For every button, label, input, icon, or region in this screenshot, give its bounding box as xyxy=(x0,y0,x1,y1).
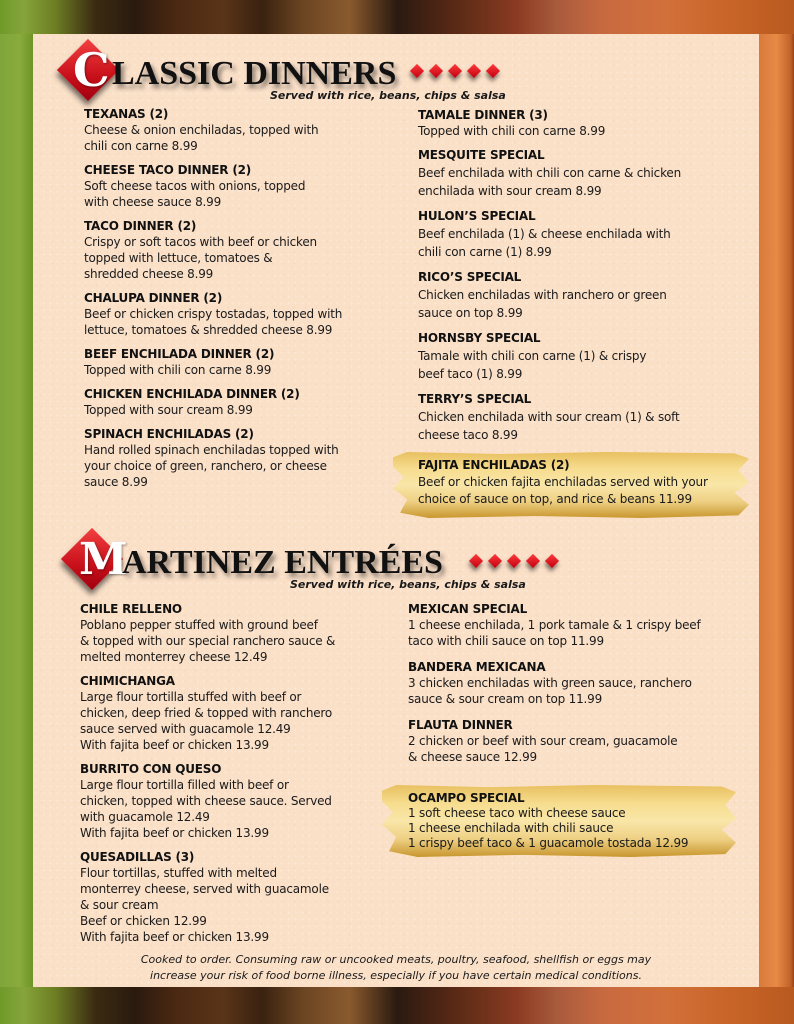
menu-item: HULON’S SPECIAL Beef enchilada (1) & cheese enchilada with chili con carne (1) 8.99 xyxy=(418,209,671,259)
menu-item: TAMALE DINNER (3) Topped with chili con carne 8.99 xyxy=(418,108,606,138)
menu-item: CHIMICHANGA Large flour tortilla stuffed with beef or chicken, deep fried & topped with ranchero sauce served with guacamole 12.49 With fajita beef or chicken 13.99 xyxy=(80,674,333,752)
section-title: ARTINEZ ENTRÉES xyxy=(122,544,443,581)
martinez-left-column xyxy=(80,601,390,953)
menu-item: FLAUTA DINNER 2 chicken or beef with sour cream, guacamole & cheese sauce 12.99 xyxy=(408,718,678,764)
featured-item-ocampo: OCAMPO SPECIAL 1 soft cheese taco with cheese sauce 1 cheese enchilada with chili sauce 1 crispy beef taco & 1 guacamole tostada 12.99 xyxy=(408,791,689,850)
section-title: LASSIC DINNERS xyxy=(112,55,397,92)
menu-item: RICO’S SPECIAL Chicken enchiladas with ranchero or green sauce on top 8.99 xyxy=(418,270,667,320)
food-safety-disclaimer: Cooked to order. Consuming raw or uncooked meats, poultry, seafood, shellfish or eggs may increase your risk of food borne illness, especially if you have certain medical conditions. xyxy=(140,953,652,982)
menu-item: SPINACH ENCHILADAS (2) Hand rolled spinach enchiladas topped with your choice of green, ranchero, or cheese sauce 8.99 xyxy=(84,427,339,489)
menu-item: BANDERA MEXICANA 3 chicken enchiladas with green sauce, ranchero sauce & sour cream on top 11.99 xyxy=(408,660,692,706)
menu-item: BEEF ENCHILADA DINNER (2) Topped with chili con carne 8.99 xyxy=(84,347,275,377)
menu-item: TEXANAS (2) Cheese & onion enchiladas, topped with chili con carne 8.99 xyxy=(84,107,319,153)
diamond-row-icon xyxy=(471,556,557,566)
menu-item: CHILE RELLENO Poblano pepper stuffed with ground beef & topped with our special ranchero sauce & melted monterrey cheese 12.49 xyxy=(80,602,336,664)
menu-item: MESQUITE SPECIAL Beef enchilada with chili con carne & chicken enchilada with sour cream 8.99 xyxy=(418,148,681,198)
menu-item: BURRITO CON QUESO Large flour tortilla filled with beef or chicken, topped with cheese sauce. Served with guacamole 12.49 With fajita beef or chicken 13.99 xyxy=(80,762,332,840)
orange-border xyxy=(759,34,794,987)
menu-item: MEXICAN SPECIAL 1 cheese enchilada, 1 pork tamale & 1 crispy beef taco with chili sauce on top 11.99 xyxy=(408,602,701,648)
title-initial: M xyxy=(79,534,128,585)
menu-item: TACO DINNER (2) Crispy or soft tacos with beef or chicken topped with lettuce, tomatoes & shredded cheese 8.99 xyxy=(84,219,317,281)
menu-item: HORNSBY SPECIAL Tamale with chili con carne (1) & crispy beef taco (1) 8.99 xyxy=(418,331,647,381)
diamond-row-icon xyxy=(412,66,498,76)
green-border xyxy=(0,34,33,987)
classic-right-column xyxy=(418,107,748,452)
title-initial: C xyxy=(73,43,110,97)
served-with-note: Served with rice, beans, chips & salsa xyxy=(270,89,506,102)
featured-item-fajita: FAJITA ENCHILADAS (2) Beef or chicken fajita enchiladas served with your choice of sauce on top, and rice & beans 11.99 xyxy=(418,458,708,506)
classic-left-column xyxy=(84,106,384,498)
menu-item: TERRY’S SPECIAL Chicken enchilada with sour cream (1) & soft cheese taco 8.99 xyxy=(418,392,680,442)
martinez-right-column xyxy=(408,601,748,773)
served-with-note: Served with rice, beans, chips & salsa xyxy=(290,578,526,591)
menu-item: CHICKEN ENCHILADA DINNER (2) Topped with sour cream 8.99 xyxy=(84,387,300,417)
menu-item: CHEESE TACO DINNER (2) Soft cheese tacos with onions, topped with cheese sauce 8.99 xyxy=(84,163,306,209)
menu-item: CHALUPA DINNER (2) Beef or chicken crispy tostadas, topped with lettuce, tomatoes & shredded cheese 8.99 xyxy=(84,291,343,337)
menu-item: QUESADILLAS (3) Flour tortillas, stuffed with melted monterrey cheese, served with guacamole & sour cream Beef or chicken 12.99 With fajita beef or chicken 13.99 xyxy=(80,850,329,944)
